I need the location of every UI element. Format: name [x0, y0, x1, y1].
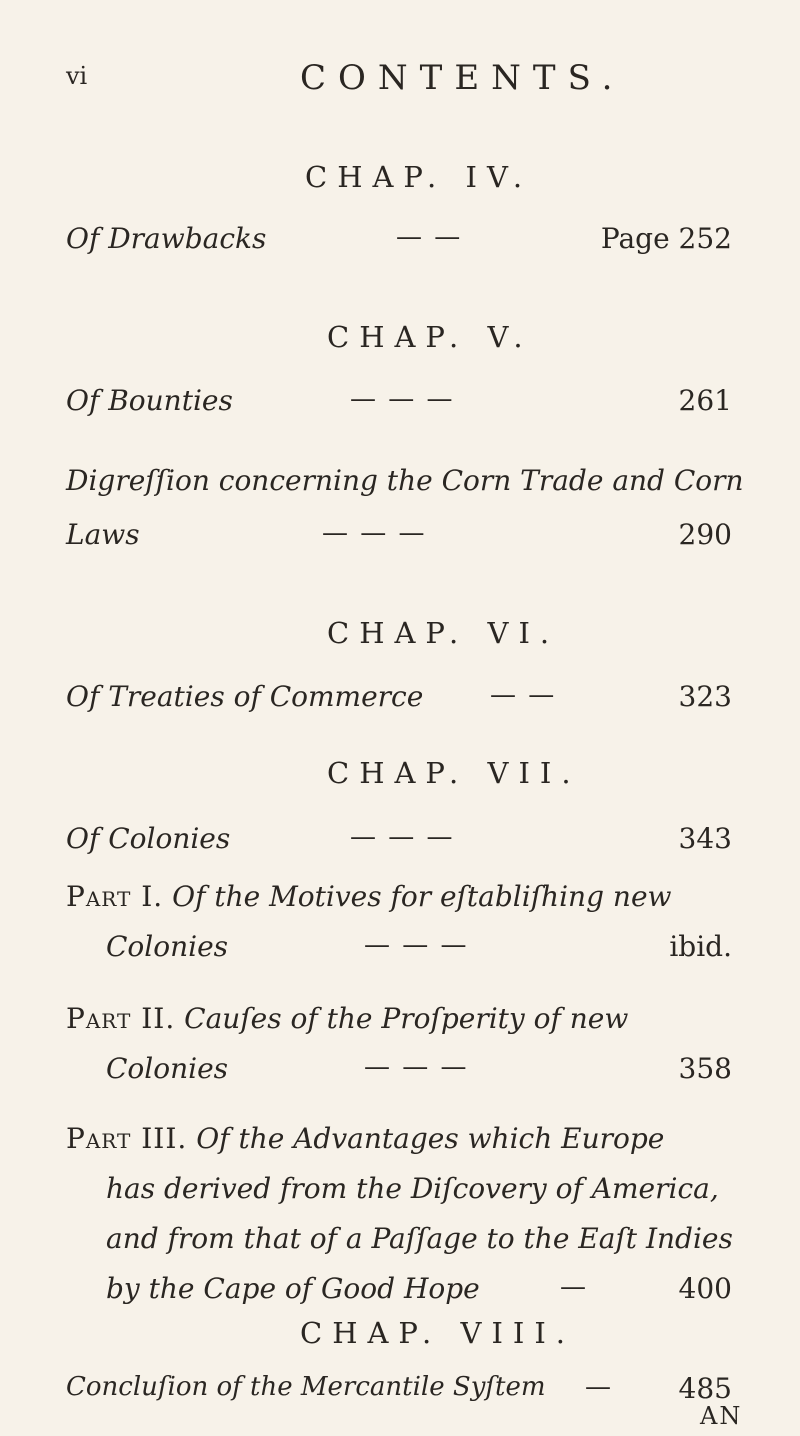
- toc-entry-title: Cauſes of the Proſperity of new: [184, 1002, 629, 1035]
- catchword: AN: [700, 1402, 743, 1430]
- toc-entry-title-cont: has derived from the Diſcovery of America,: [106, 1172, 719, 1205]
- running-head: CONTENTS.: [300, 58, 625, 98]
- leader-dashes: — — —: [350, 822, 455, 852]
- toc-entry-title: Of Colonies: [66, 822, 231, 855]
- toc-entry-title-cont: and from that of a Paſſage to the Eaſt Indies: [106, 1222, 733, 1255]
- part-label: Part I.: [66, 880, 164, 913]
- toc-entry-title: Of the Advantages which Europe: [196, 1122, 665, 1155]
- toc-page-ref: ibid.: [669, 930, 732, 963]
- toc-page-ref: 358: [678, 1052, 732, 1085]
- leader-dashes: — —: [490, 680, 557, 710]
- toc-entry-title: Of Bounties: [66, 384, 233, 417]
- chapter-heading: CHAP. VII.: [327, 756, 581, 790]
- toc-entry-title: Of Treaties of Commerce: [66, 680, 424, 713]
- leader-dashes: — —: [396, 222, 463, 252]
- toc-part-entry: [66, 1122, 664, 1155]
- toc-part-entry: [66, 880, 671, 913]
- toc-entry-title: Digreſſion concerning the Corn Trade and Corn: [66, 464, 744, 497]
- toc-page-ref: 261: [678, 384, 732, 417]
- toc-entry-title: Of the Motives for eſtabliſhing new: [172, 880, 672, 913]
- chapter-heading: CHAP. IV.: [305, 160, 533, 194]
- toc-entry-title-cont: Laws: [66, 518, 140, 551]
- toc-entry-title-cont: by the Cape of Good Hope: [106, 1272, 480, 1305]
- toc-page-ref: 485: [678, 1372, 732, 1405]
- toc-part-entry: [66, 1002, 628, 1035]
- chapter-heading: CHAP. V.: [327, 320, 533, 354]
- leader-dashes: —: [585, 1372, 613, 1402]
- toc-page-ref: 400: [678, 1272, 732, 1305]
- leader-dashes: — — —: [322, 518, 427, 548]
- toc-entry-title-cont: Colonies: [106, 1052, 229, 1085]
- toc-page-ref: 323: [678, 680, 732, 713]
- part-label: Part III.: [66, 1122, 188, 1155]
- chapter-heading: CHAP. VIII.: [300, 1316, 576, 1350]
- leader-dashes: — — —: [364, 930, 469, 960]
- leader-dashes: — — —: [350, 384, 455, 414]
- chapter-heading: CHAP. VI.: [327, 616, 560, 650]
- toc-page-ref: 343: [678, 822, 732, 855]
- toc-page-ref: Page 252: [600, 222, 732, 255]
- toc-page-ref: 290: [678, 518, 732, 551]
- toc-entry-title-cont: Colonies: [106, 930, 229, 963]
- toc-entry-title: Concluſion of the Mercantile Syſtem: [66, 1372, 546, 1402]
- leader-dashes: — — —: [364, 1052, 469, 1082]
- toc-entry-title: Of Drawbacks: [66, 222, 267, 255]
- part-label: Part II.: [66, 1002, 176, 1035]
- page-number: vi: [66, 62, 88, 90]
- leader-dashes: —: [560, 1272, 588, 1302]
